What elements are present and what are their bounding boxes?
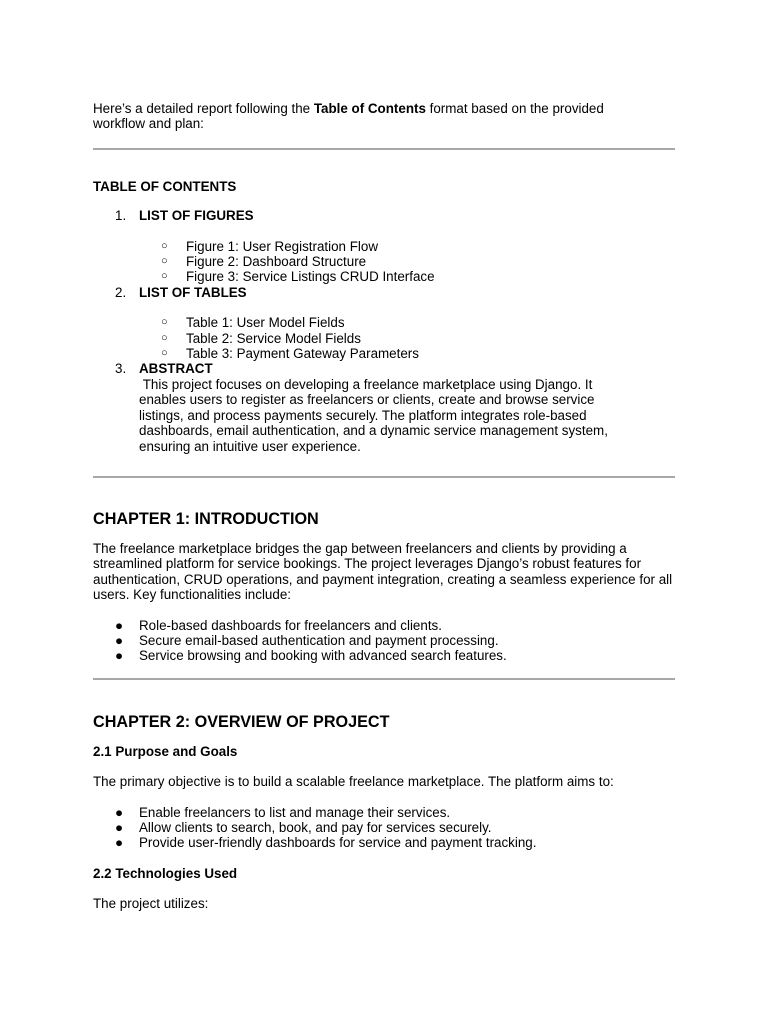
list-item [93, 269, 683, 284]
section-2-1-heading: 2.1 Purpose and Goals [93, 743, 238, 759]
chapter-1-paragraph: The freelance marketplace bridges the gap between freelancers and clients by providing a streamlined platform for service bookings. The project leverages Django’s robust features for authentication, CRUD operations, and payment integration, creating a seamless experience for all users. Key functionalities include: [93, 540, 673, 603]
toc-number: 3. [115, 361, 127, 377]
list-item [93, 820, 683, 835]
chapter-2-heading: CHAPTER 2: OVERVIEW OF PROJECT [93, 712, 390, 731]
toc-item-tables [93, 285, 683, 300]
abstract-text: This project focuses on developing a freelance marketplace using Django. It enables users to register as freelancers or clients, create and browse service listings, and process payments securely. The platform integrates role-based dashboards, email authentication, and a dynamic service management system, ensuring an intuitive user experience. [139, 376, 612, 454]
section-2-1-paragraph: The primary objective is to build a scalable freelance marketplace. The platform aims to: [93, 774, 614, 790]
list-item-text: Figure 1: User Registration Flow [186, 238, 379, 254]
list-item-text: Provide user-friendly dashboards for service and payment tracking. [139, 835, 537, 851]
list-item [93, 331, 683, 346]
list-item [93, 254, 683, 269]
list-item-text: Allow clients to search, book, and pay for services securely. [139, 819, 492, 835]
bullet-icon: ● [115, 819, 124, 835]
toc-title: LIST OF TABLES [139, 284, 247, 300]
list-item-text: Figure 3: Service Listings CRUD Interface [186, 269, 435, 285]
list-item [93, 618, 683, 633]
list-item-text: Service browsing and booking with advanced search features. [139, 648, 507, 664]
circle-bullet-icon: ○ [161, 270, 168, 283]
bullet-icon: ● [115, 835, 124, 851]
list-item-text: Table 1: User Model Fields [186, 315, 345, 331]
figures-list [93, 239, 683, 285]
list-item [93, 315, 683, 330]
list-item [93, 648, 683, 663]
toc-item-abstract [93, 361, 683, 376]
list-item-text: Figure 2: Dashboard Structure [186, 254, 367, 270]
list-item-text: Table 2: Service Model Fields [186, 330, 361, 346]
list-item-text: Secure email-based authentication and payment processing. [139, 632, 499, 648]
chapter-1-bullet-list [93, 618, 683, 664]
bullet-icon: ● [115, 648, 124, 664]
section-2-2-paragraph: The project utilizes: [93, 896, 209, 912]
toc-item-figures [93, 208, 683, 223]
section-2-2-heading: 2.2 Technologies Used [93, 865, 238, 881]
list-item [93, 835, 683, 850]
list-item-text: Role-based dashboards for freelancers and clients. [139, 617, 442, 633]
list-item-text: Table 3: Payment Gateway Parameters [186, 346, 419, 362]
intro-paragraph [93, 101, 653, 132]
toc-number: 1. [115, 208, 127, 224]
tables-list [93, 315, 683, 361]
list-item [93, 239, 683, 254]
circle-bullet-icon: ○ [161, 255, 168, 268]
toc-title: ABSTRACT [139, 361, 213, 377]
intro-text-end: format based on the provided workflow and plan: [93, 101, 604, 132]
intro-bold-text: Table of Contents [313, 101, 426, 116]
intro-text: Here’s a detailed report following the [93, 101, 314, 116]
document-page [93, 101, 683, 912]
list-item [93, 805, 683, 820]
bullet-icon: ● [115, 617, 124, 633]
circle-bullet-icon: ○ [161, 239, 168, 252]
section-2-1-bullet-list [93, 805, 683, 851]
bullet-icon: ● [115, 632, 124, 648]
list-item [93, 346, 683, 361]
toc-number: 2. [115, 284, 127, 300]
toc-title: LIST OF FIGURES [139, 208, 254, 224]
chapter-1-heading: CHAPTER 1: INTRODUCTION [93, 509, 319, 528]
bullet-icon: ● [115, 804, 124, 820]
circle-bullet-icon: ○ [161, 347, 168, 360]
list-item [93, 633, 683, 648]
circle-bullet-icon: ○ [161, 331, 168, 344]
toc-heading: TABLE OF CONTENTS [93, 178, 237, 194]
circle-bullet-icon: ○ [161, 316, 168, 329]
list-item-text: Enable freelancers to list and manage their services. [139, 804, 451, 820]
